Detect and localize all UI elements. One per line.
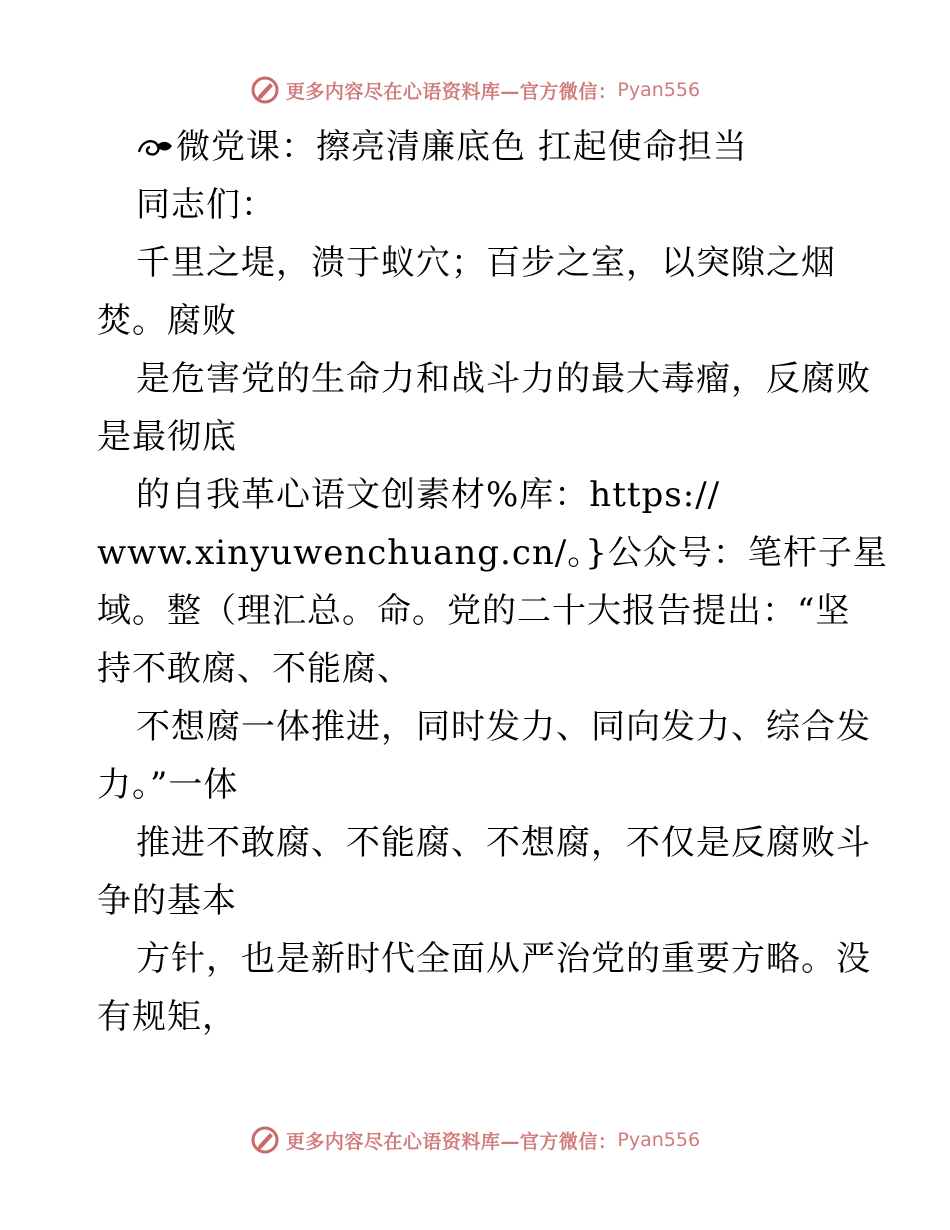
paragraph-line: 争的基本 [97,881,237,921]
paragraph-line: 推进不敢腐、不能腐、不想腐，不仅是反腐败斗 [136,823,871,863]
banner-text: 更多内容尽在心语资料库—官方微信： [285,80,618,103]
banner-wechat-id: Pyan556 [617,1129,701,1151]
header-banner [0,70,950,110]
paragraph-line: 域。整（理汇总。命。党的二十大报告提出：“坚 [97,591,851,631]
paragraph-line: 千里之堤，溃于蚁穴；百步之室，以突隙之烟 [136,243,836,283]
title-text: 微党课：擦亮清廉底色 扛起使命担当 [176,127,748,167]
footer-banner [0,1120,950,1160]
banner-text: 更多内容尽在心语资料库—官方微信： [285,1130,618,1153]
paragraph-line: 持不敢腐、不能腐、 [97,649,412,689]
paragraph-line: 焚。腐败 [97,301,237,341]
paragraph-line: 是最彻底 [97,417,237,457]
paragraph-line: 不想腐一体推进，同时发力、同向发力、综合发 [136,707,871,747]
paragraph-line: 有规矩， [97,997,237,1037]
paragraph-line: 同志们： [136,185,276,225]
paragraph-line: 是危害党的生命力和战斗力的最大毒瘤，反腐败 [136,359,871,399]
paragraph-line: www.xinyuwenchuang.cn/。}公众号：笔杆子星 [97,533,888,573]
paragraph-line: 的自我革心语文创素材%库：https:// [136,475,721,515]
document-title [97,118,857,176]
document-body [97,118,888,1046]
paragraph-line: 方针，也是新时代全面从严治党的重要方略。没 [136,939,871,979]
brand-logo-icon [250,75,280,105]
paragraph-line: 力。”一体 [97,765,239,805]
leaf-bullet-icon [136,132,174,162]
banner-wechat-id: Pyan556 [617,79,701,101]
brand-logo-icon [250,1125,280,1155]
